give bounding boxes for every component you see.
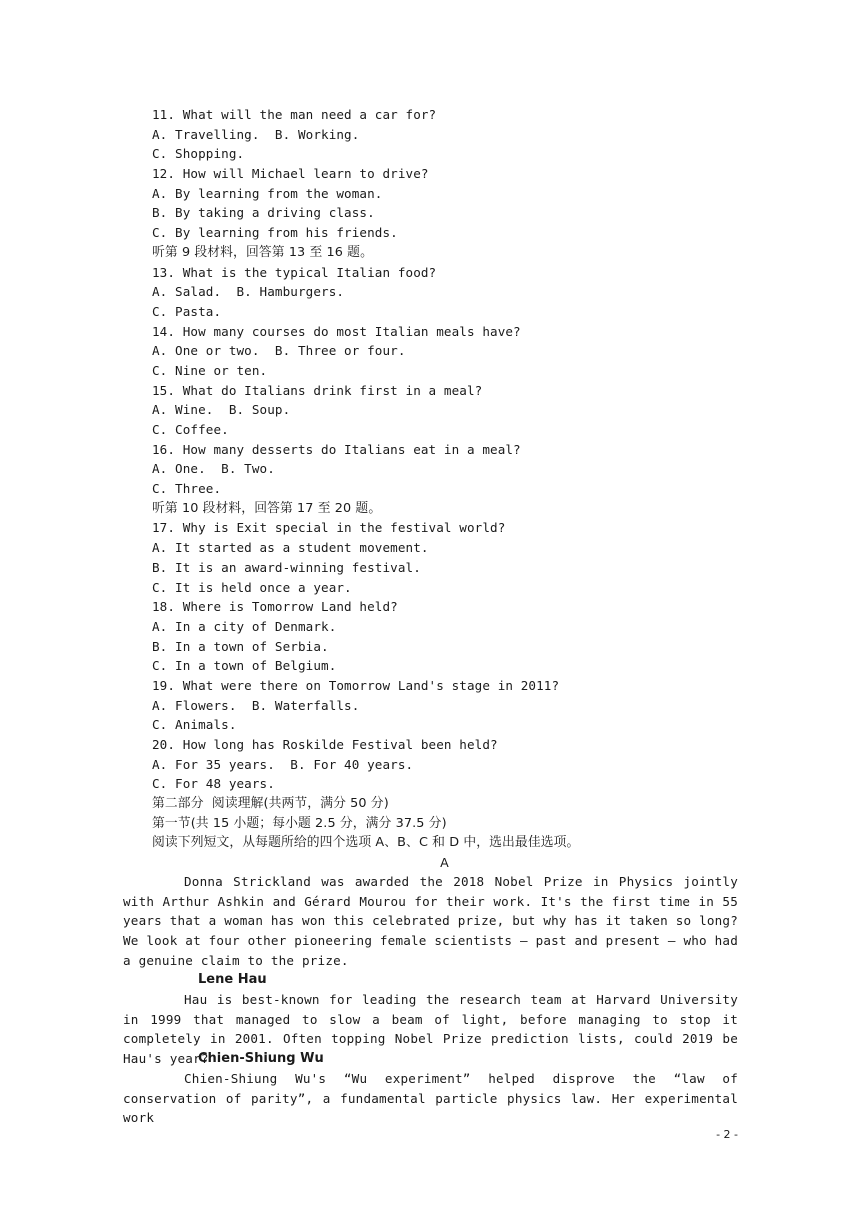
option-line: A. One. B. Two. (152, 461, 275, 477)
question-line: 13. What is the typical Italian food? (152, 264, 437, 280)
question-line: 17. Why is Exit special in the festival world? (152, 520, 506, 536)
section-heading: 第二部分 阅读理解(共两节，满分 50 分) (152, 796, 389, 812)
subsection-heading: 第一节(共 15 小题；每小题 2.5 分，满分 37.5 分) (152, 815, 447, 831)
option-line: A. Travelling. B. Working. (152, 126, 360, 142)
option-line: A. It started as a student movement. (152, 540, 429, 556)
intro-paragraph: Donna Strickland was awarded the 2018 Nobel Prize in Physics jointly with Arthur Ashkin and Gérard Mourou for their work. It's the first time in 55 years that a woman has won this celebrated prize, but why has it taken so long? We look at four other pioneering female scientists — past and present — who had a genuine claim to the prize. (123, 874, 738, 968)
option-line: C. Coffee. (152, 422, 229, 437)
chien-shiung-wu-paragraph: Chien-Shiung Wu's “Wu experiment” helped disprove the “law of conservation of parity”, a fundamental particle physics law. Her experimental work (123, 1071, 738, 1126)
option-line: A. For 35 years. B. For 40 years. (152, 756, 414, 772)
option-line: A. Flowers. B. Waterfalls. (152, 697, 360, 713)
question-line: 12. How will Michael learn to drive? (152, 166, 429, 182)
option-line: C. Pasta. (152, 303, 222, 319)
option-line: B. It is an award-winning festival. (152, 559, 421, 575)
option-line: C. For 48 years. (152, 776, 275, 792)
option-line: C. In a town of Belgium. (152, 658, 337, 674)
instruction-line: 听第 10 段材料，回答第 17 至 20 题。 (152, 500, 382, 516)
option-line: C. By learning from his friends. (152, 225, 398, 241)
question-line: 16. How many desserts do Italians eat in a meal? (152, 441, 521, 457)
question-line: 18. Where is Tomorrow Land held? (152, 599, 398, 615)
option-line: C. Animals. (152, 717, 237, 733)
option-line: A. One or two. B. Three or four. (152, 343, 406, 359)
page-number: - 2 - (716, 1128, 738, 1141)
reading-instruction: 阅读下列短文，从每题所给的四个选项 A、B、C 和 D 中，选出最佳选项。 (152, 835, 580, 851)
question-list (152, 105, 752, 873)
option-line: C. It is held once a year. (152, 579, 352, 595)
passage-letter: A (440, 855, 449, 871)
question-line: 11. What will the man need a car for? (152, 107, 437, 122)
option-line: A. In a city of Denmark. (152, 618, 337, 634)
option-line: C. Shopping. (152, 146, 245, 162)
lene-hau-paragraph: Hau is best-known for leading the research team at Harvard University in 1999 that managed to slow a beam of light, before managing to stop it completely in 2001. Often topping Nobel Prize prediction lists, could 2019 be Hau's year? (123, 992, 738, 1067)
question-line: 15. What do Italians drink first in a meal? (152, 382, 483, 398)
option-line: C. Nine or ten. (152, 362, 268, 378)
option-line: A. Wine. B. Soup. (152, 402, 291, 418)
option-line: B. In a town of Serbia. (152, 638, 329, 654)
question-line: 19. What were there on Tomorrow Land's stage in 2011? (152, 677, 560, 693)
subheading-chien-shiung-wu: Chien-Shiung Wu (198, 1051, 324, 1066)
option-line: B. By taking a driving class. (152, 205, 375, 221)
option-line: A. By learning from the woman. (152, 185, 383, 201)
option-line: C. Three. (152, 481, 222, 497)
option-line: A. Salad. B. Hamburgers. (152, 284, 345, 300)
instruction-line: 听第 9 段材料，回答第 13 至 16 题。 (152, 244, 373, 260)
question-line: 14. How many courses do most Italian meals have? (152, 323, 521, 339)
subheading-lene-hau: Lene Hau (198, 972, 267, 987)
question-line: 20. How long has Roskilde Festival been held? (152, 737, 498, 752)
